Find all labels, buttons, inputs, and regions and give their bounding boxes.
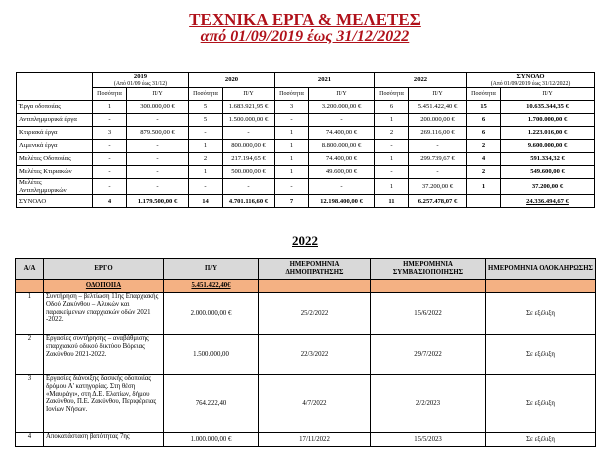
amount-header: Π/Υ: [409, 88, 467, 101]
amount-cell: 24.336.494,67 €: [501, 195, 595, 208]
year-range: (Από 01/09 έως 31/12): [113, 80, 168, 87]
project-auction-date: 25/2/2022: [259, 293, 371, 335]
qty-cell: -: [93, 153, 127, 166]
project-amount: 1.000.000,00 €: [164, 433, 259, 447]
category-aa: [16, 280, 44, 293]
amount-cell: -: [127, 166, 189, 179]
qty-cell: 6: [375, 101, 409, 114]
corner-cell: [17, 73, 93, 101]
amount-cell: 217.194,65 €: [223, 153, 275, 166]
project-amount: 2.000.000,00 €: [164, 293, 259, 335]
amount-cell: -: [223, 179, 275, 195]
amount-cell: -: [127, 179, 189, 195]
amount-cell: 200.000,00 €: [409, 114, 467, 127]
qty-cell: -: [93, 166, 127, 179]
summary-header-row: [17, 73, 595, 88]
qty-cell: -: [189, 127, 223, 140]
amount-cell: 37.200,00 €: [501, 179, 595, 195]
qty-cell: -: [189, 179, 223, 195]
amount-cell: -: [309, 114, 375, 127]
project-auction-date: 17/11/2022: [259, 433, 371, 447]
qty-cell: -: [275, 179, 309, 195]
qty-cell: 2: [375, 127, 409, 140]
amount-cell: 37.200,00 €: [409, 179, 467, 195]
qty-cell: 1: [375, 153, 409, 166]
amount-cell: 269.116,00 €: [409, 127, 467, 140]
qty-cell: 2: [467, 166, 501, 179]
year-header: [189, 73, 275, 88]
page-subtitle: από 01/09/2019 έως 31/12/2022: [200, 28, 410, 45]
column-header: ΗΜΕΡΟΜΗΝΙΑ ΣΥΜΒΑΣΙΟΠΟΙΗΣΗΣ: [371, 259, 486, 280]
amount-cell: 49.600,00 €: [309, 166, 375, 179]
qty-cell: -: [375, 140, 409, 153]
project-aa: 1: [16, 293, 44, 335]
amount-cell: 9.600.000,00 €: [501, 140, 595, 153]
page-title: ΤΕΧΝΙΚΑ ΕΡΓΑ & ΜΕΛΕΤΕΣ: [189, 10, 421, 29]
amount-cell: 300.000,00 €: [127, 101, 189, 114]
year-label: 2021: [317, 76, 332, 84]
project-contract-date: 15/6/2022: [371, 293, 486, 335]
summary-table: [16, 72, 595, 208]
amount-cell: 1.683.921,95 €: [223, 101, 275, 114]
amount-cell: -: [309, 179, 375, 195]
summary-row: [17, 140, 595, 153]
qty-cell: -: [375, 166, 409, 179]
project-name: Συντήρηση – βελτίωση 11ης Επαρχιακής Οδού Ζακύνθου – Αλυκών και παρακείμενων επαρχιακών οδών 2021 -2022.: [44, 293, 164, 335]
qty-cell: 4: [467, 153, 501, 166]
category-empty: [486, 280, 596, 293]
project-name: Αποκατάσταση βατότητας 7ης: [44, 433, 164, 447]
qty-cell: -: [275, 114, 309, 127]
summary-row: [17, 114, 595, 127]
category-amount: 5.451.422,40€: [164, 280, 259, 293]
summary-row: [17, 195, 595, 208]
qty-cell: 1: [275, 166, 309, 179]
amount-header: Π/Υ: [127, 88, 189, 101]
row-label: ΣΥΝΟΛΟ: [17, 195, 93, 208]
amount-cell: 549.600,00 €: [501, 166, 595, 179]
projects-table: [15, 258, 596, 447]
project-aa: 2: [16, 335, 44, 375]
project-contract-date: 29/7/2022: [371, 335, 486, 375]
column-header: Π/Υ: [164, 259, 259, 280]
qty-cell: 1: [375, 179, 409, 195]
project-contract-date: 15/5/2023: [371, 433, 486, 447]
qty-cell: 5: [189, 101, 223, 114]
category-empty: [259, 280, 371, 293]
amount-cell: -: [127, 114, 189, 127]
qty-cell: 7: [275, 195, 309, 208]
project-contract-date: 2/2/2023: [371, 375, 486, 433]
total-range: (Από 01/09/2019 έως 31/12/2022): [490, 80, 571, 87]
row-label: Αντιπλημμυρικά έργα: [17, 114, 93, 127]
project-aa: 4: [16, 433, 44, 447]
qty-cell: 1: [93, 101, 127, 114]
amount-cell: 74.400,00 €: [309, 127, 375, 140]
qty-cell: 1: [467, 179, 501, 195]
qty-cell: 4: [93, 195, 127, 208]
qty-cell: [467, 195, 501, 208]
column-header: ΗΜΕΡΟΜΗΝΙΑ ΔΗΜΟΠΡΑΤΗΣΗΣ: [259, 259, 371, 280]
qty-cell: 1: [375, 114, 409, 127]
qty-cell: 14: [189, 195, 223, 208]
year-label: 2022: [413, 76, 428, 84]
qty-header: Ποσότητα: [375, 88, 409, 101]
amount-cell: 591.334,32 €: [501, 153, 595, 166]
amount-cell: -: [409, 166, 467, 179]
category-name: ΟΔΟΠΟΙΙΑ: [44, 280, 164, 293]
project-aa: 3: [16, 375, 44, 433]
project-name: Εργασίες συντήρησης – αναβάθμισης επαρχιακού οδικού δικτύου Βόρειας Ζακύνθου 2021-2022.: [44, 335, 164, 375]
column-header: Α/Α: [16, 259, 44, 280]
year-header: [93, 73, 189, 88]
qty-header: Ποσότητα: [189, 88, 223, 101]
category-row: [16, 280, 596, 293]
qty-cell: 1: [275, 153, 309, 166]
column-header: ΕΡΓΟ: [44, 259, 164, 280]
project-completion: Σε εξέλιξη: [486, 433, 596, 447]
qty-cell: 1: [189, 140, 223, 153]
amount-cell: -: [409, 140, 467, 153]
amount-cell: 6.257.478,07 €: [409, 195, 467, 208]
amount-header: Π/Υ: [501, 88, 595, 101]
amount-cell: 500.000,00 €: [223, 166, 275, 179]
qty-cell: 5: [189, 114, 223, 127]
year-label: 2019: [133, 73, 148, 80]
amount-cell: 299.739,67 €: [409, 153, 467, 166]
qty-cell: -: [93, 179, 127, 195]
qty-cell: 2: [189, 153, 223, 166]
summary-row: [17, 153, 595, 166]
amount-cell: 10.635.344,35 €: [501, 101, 595, 114]
amount-header: Π/Υ: [309, 88, 375, 101]
amount-cell: 4.701.116,60 €: [223, 195, 275, 208]
qty-cell: 2: [467, 140, 501, 153]
amount-cell: -: [127, 140, 189, 153]
amount-cell: 3.200.000,00 €: [309, 101, 375, 114]
summary-row: [17, 101, 595, 114]
qty-cell: -: [93, 140, 127, 153]
total-header: [467, 73, 595, 88]
total-label: ΣΥΝΟΛΟ: [516, 73, 545, 80]
amount-cell: 12.198.400,00 €: [309, 195, 375, 208]
projects-header-row: [16, 259, 596, 280]
amount-cell: 800.000,00 €: [223, 140, 275, 153]
project-amount: 1.500.000,00: [164, 335, 259, 375]
qty-cell: 11: [375, 195, 409, 208]
amount-cell: 5.451.422,40 €: [409, 101, 467, 114]
qty-cell: 3: [275, 101, 309, 114]
qty-cell: 15: [467, 101, 501, 114]
amount-cell: 1.700.000,00 €: [501, 114, 595, 127]
year-heading: 2022: [292, 233, 318, 248]
qty-header: Ποσότητα: [93, 88, 127, 101]
row-label: Λιμενικά έργα: [17, 140, 93, 153]
amount-header: Π/Υ: [223, 88, 275, 101]
project-row: [16, 335, 596, 375]
amount-cell: -: [127, 153, 189, 166]
category-empty: [371, 280, 486, 293]
summary-subheader-row: [17, 88, 595, 101]
project-row: [16, 433, 596, 447]
year-header: [375, 73, 467, 88]
row-label: Έργα οδοποιίας: [17, 101, 93, 114]
amount-cell: 8.800.000,00 €: [309, 140, 375, 153]
project-auction-date: 4/7/2022: [259, 375, 371, 433]
qty-cell: 1: [189, 166, 223, 179]
amount-cell: 74.400,00 €: [309, 153, 375, 166]
qty-header: Ποσότητα: [275, 88, 309, 101]
project-name: Εργασίες διάνοιξης δασικής οδοποιίας δρόμου Α' κατηγορίας. Στη θέση «Μαυράγι», στη Δ.Ε. Ελατίων, δήμου Ζακύνθου, Π.Ε. Ζακύνθου, Περιφέρειας Ιονίων Νήσων.: [44, 375, 164, 433]
amount-cell: 879.500,00 €: [127, 127, 189, 140]
year-label: 2020: [224, 76, 239, 84]
column-header: ΗΜΕΡΟΜΗΝΙΑ ΟΛΟΚΛΗΡΩΣΗΣ: [486, 259, 596, 280]
amount-cell: -: [223, 127, 275, 140]
row-label: Μελέτες Κτιριακών: [17, 166, 93, 179]
project-amount: 764.222,40: [164, 375, 259, 433]
project-completion: Σε εξέλιξη: [486, 293, 596, 335]
amount-cell: 1.500.000,00 €: [223, 114, 275, 127]
qty-header: Ποσότητα: [467, 88, 501, 101]
qty-cell: 1: [275, 140, 309, 153]
row-label: Μελέτες Αντιπλημμυρικών: [17, 179, 93, 195]
qty-cell: 1: [275, 127, 309, 140]
project-auction-date: 22/3/2022: [259, 335, 371, 375]
qty-cell: 6: [467, 114, 501, 127]
project-row: [16, 375, 596, 433]
amount-cell: 1.179.500,00 €: [127, 195, 189, 208]
amount-cell: 1.223.016,00 €: [501, 127, 595, 140]
project-completion: Σε εξέλιξη: [486, 335, 596, 375]
row-label: Κτιριακά έργα: [17, 127, 93, 140]
summary-row: [17, 166, 595, 179]
qty-cell: 3: [93, 127, 127, 140]
qty-cell: 6: [467, 127, 501, 140]
qty-cell: -: [93, 114, 127, 127]
project-row: [16, 293, 596, 335]
summary-row: [17, 179, 595, 195]
project-completion: Σε εξέλιξη: [486, 375, 596, 433]
row-label: Μελέτες Οδοποιίας: [17, 153, 93, 166]
summary-row: [17, 127, 595, 140]
year-header: [275, 73, 375, 88]
